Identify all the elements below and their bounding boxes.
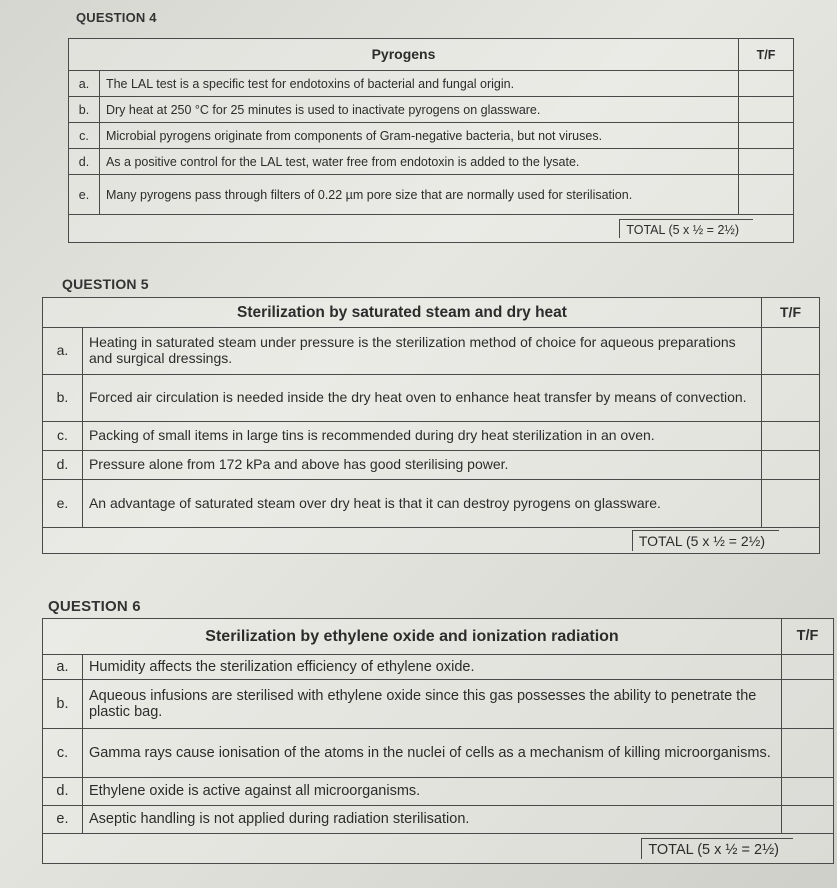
row-letter: c. (43, 422, 83, 451)
answer-cell[interactable] (739, 175, 794, 215)
answer-cell[interactable] (739, 71, 794, 97)
answer-cell[interactable] (762, 375, 820, 422)
row-letter: c. (43, 729, 83, 778)
row-letter: b. (43, 680, 83, 729)
table-row (43, 778, 834, 806)
row-letter: e. (69, 175, 100, 215)
row-letter: a. (43, 328, 83, 375)
statement-text: Heating in saturated steam under pressure is the sterilization method of choice for aqueous preparations and surgical dressings. (82, 328, 761, 375)
statement-text: Aseptic handling is not applied during radiation sterilisation. (82, 806, 781, 834)
total-label: TOTAL (5 x ½ = 2½) (632, 530, 779, 551)
table-row (43, 806, 834, 834)
row-letter: c. (69, 123, 100, 149)
answer-cell[interactable] (782, 806, 834, 834)
table-heading: Sterilization by ethylene oxide and ionization radiation (43, 619, 782, 655)
statement-text: Dry heat at 250 °C for 25 minutes is used to inactivate pyrogens on glassware. (99, 97, 738, 123)
row-letter: d. (43, 778, 83, 806)
answer-cell[interactable] (762, 451, 820, 480)
answer-cell[interactable] (782, 778, 834, 806)
table-row (43, 422, 820, 451)
statement-text: Pressure alone from 172 kPa and above has good sterilising power. (82, 451, 761, 480)
table-header-row (43, 619, 834, 655)
answer-cell[interactable] (739, 123, 794, 149)
question-6-title: QUESTION 6 (48, 598, 141, 615)
statement-text: Many pyrogens pass through filters of 0.22 µm pore size that are normally used for sterilisation. (99, 175, 738, 215)
statement-text: Ethylene oxide is active against all microorganisms. (82, 778, 781, 806)
answer-cell[interactable] (762, 422, 820, 451)
table-row (43, 328, 820, 375)
table-header-row (43, 298, 820, 328)
total-row (43, 834, 834, 864)
total-row (69, 215, 794, 243)
tf-header: T/F (782, 619, 834, 655)
row-letter: e. (43, 480, 83, 528)
row-letter: a. (69, 71, 100, 97)
question-4-table (68, 38, 794, 243)
statement-text: Humidity affects the sterilization efficiency of ethylene oxide. (82, 655, 781, 680)
tf-header: T/F (739, 39, 794, 71)
statement-text: Packing of small items in large tins is recommended during dry heat sterilization in an oven. (82, 422, 761, 451)
row-letter: d. (69, 149, 100, 175)
table-row (43, 480, 820, 528)
question-5-title: QUESTION 5 (62, 276, 149, 292)
answer-cell[interactable] (762, 328, 820, 375)
row-letter: d. (43, 451, 83, 480)
table-heading: Sterilization by saturated steam and dry heat (43, 298, 762, 328)
total-label: TOTAL (5 x ½ = 2½) (619, 219, 753, 238)
table-row (43, 655, 834, 680)
table-row (43, 680, 834, 729)
table-header-row (69, 39, 794, 71)
answer-cell[interactable] (782, 729, 834, 778)
statement-text: Aqueous infusions are sterilised with ethylene oxide since this gas possesses the ability to penetrate the plastic bag. (82, 680, 781, 729)
question-4-title: QUESTION 4 (76, 10, 157, 25)
statement-text: As a positive control for the LAL test, water free from endotoxin is added to the lysate. (99, 149, 738, 175)
tf-header: T/F (762, 298, 820, 328)
table-row (69, 123, 794, 149)
statement-text: Microbial pyrogens originate from components of Gram-negative bacteria, but not viruses. (99, 123, 738, 149)
answer-cell[interactable] (762, 480, 820, 528)
total-row (43, 528, 820, 554)
table-row (69, 175, 794, 215)
answer-cell[interactable] (782, 680, 834, 729)
table-row (43, 451, 820, 480)
table-row (43, 729, 834, 778)
statement-text: Forced air circulation is needed inside the dry heat oven to enhance heat transfer by means of convection. (82, 375, 761, 422)
table-row (69, 97, 794, 123)
total-label: TOTAL (5 x ½ = 2½) (641, 838, 793, 859)
row-letter: a. (43, 655, 83, 680)
table-row (43, 375, 820, 422)
answer-cell[interactable] (739, 97, 794, 123)
row-letter: b. (43, 375, 83, 422)
question-6-table (42, 618, 834, 864)
statement-text: Gamma rays cause ionisation of the atoms in the nuclei of cells as a mechanism of killing microorganisms. (82, 729, 781, 778)
table-heading: Pyrogens (69, 39, 739, 71)
row-letter: e. (43, 806, 83, 834)
table-row (69, 149, 794, 175)
answer-cell[interactable] (739, 149, 794, 175)
answer-cell[interactable] (782, 655, 834, 680)
statement-text: The LAL test is a specific test for endotoxins of bacterial and fungal origin. (99, 71, 738, 97)
statement-text: An advantage of saturated steam over dry heat is that it can destroy pyrogens on glassware. (82, 480, 761, 528)
row-letter: b. (69, 97, 100, 123)
question-5-table (42, 297, 820, 554)
table-row (69, 71, 794, 97)
